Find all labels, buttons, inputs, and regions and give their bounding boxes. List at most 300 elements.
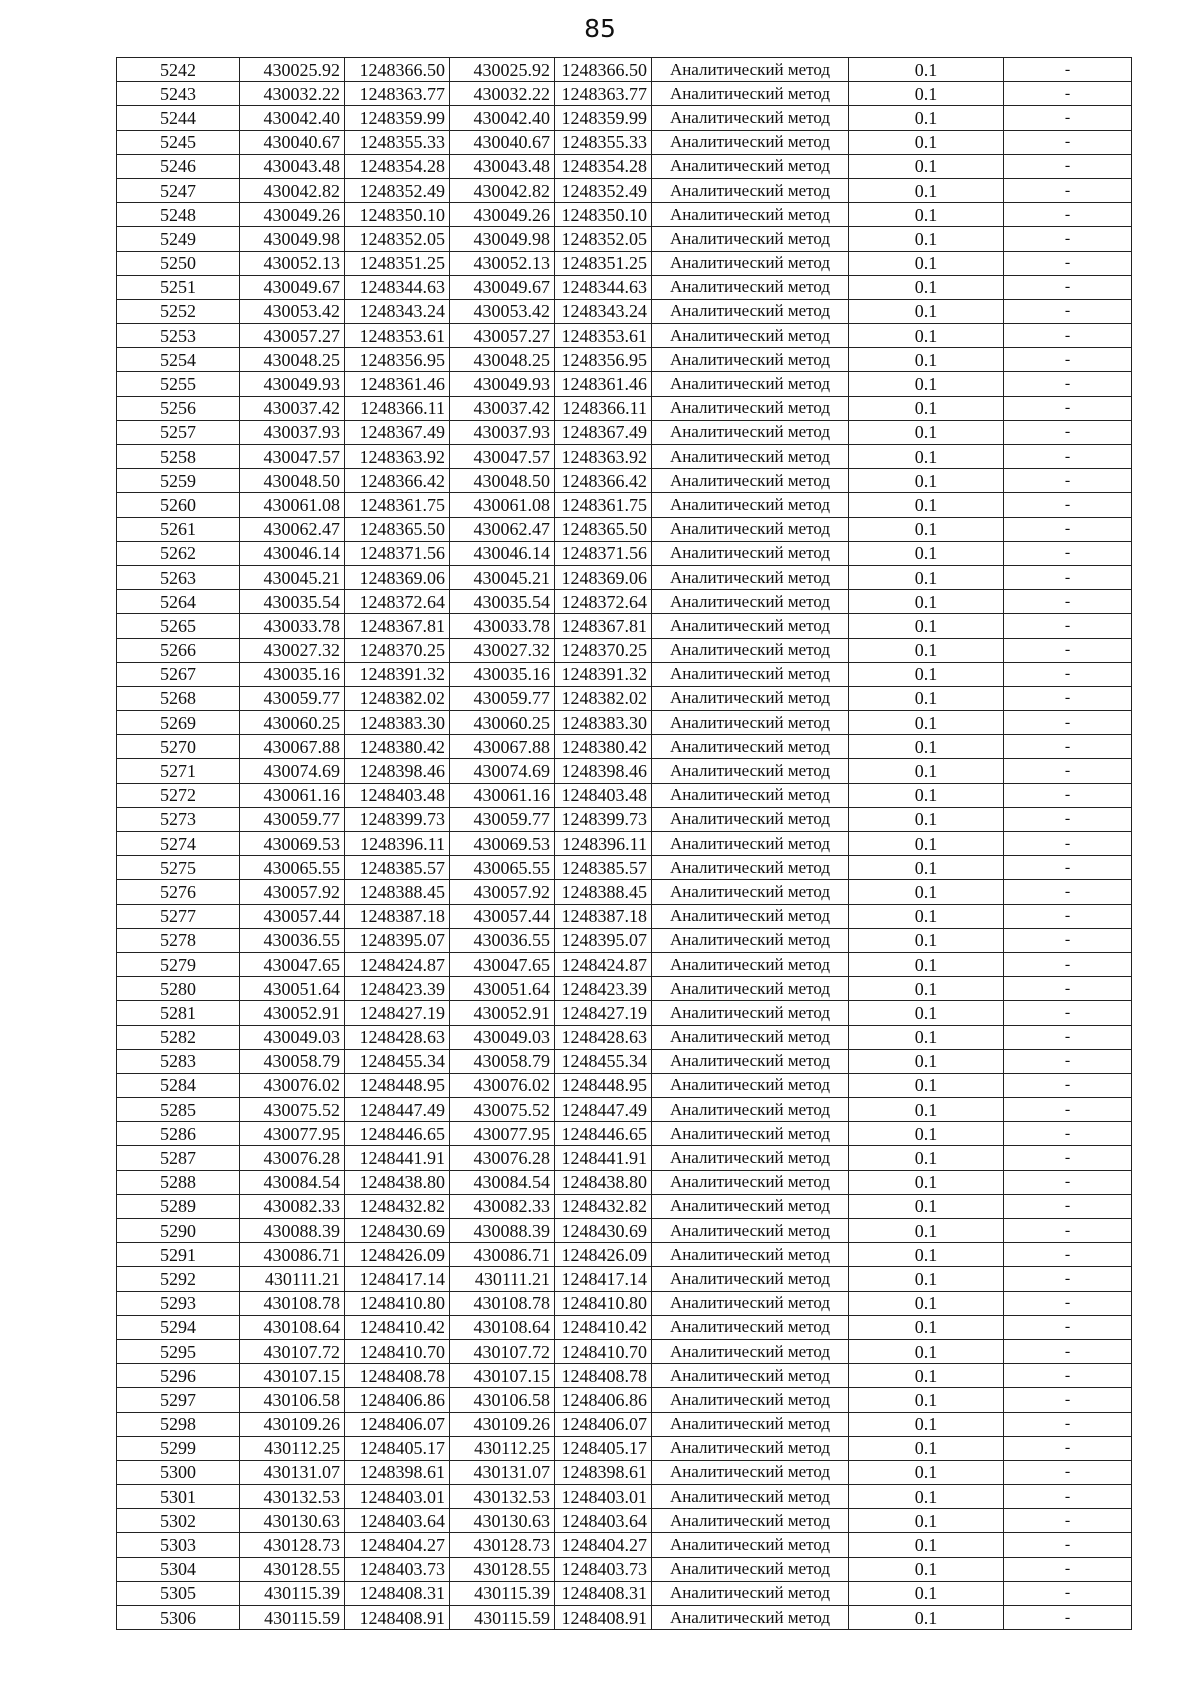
y-coordinate-copy: 1248406.07 [555,1412,652,1436]
note-cell: - [1004,178,1132,202]
point-number: 5292 [117,1267,240,1291]
y-coordinate: 1248406.07 [345,1412,450,1436]
y-coordinate: 1248380.42 [345,735,450,759]
x-coordinate-copy: 430035.16 [450,662,555,686]
x-coordinate: 430049.03 [240,1025,345,1049]
y-coordinate: 1248383.30 [345,711,450,735]
table-row [117,952,1132,976]
table-row [117,880,1132,904]
method-cell: Аналитический метод [652,82,849,106]
precision-cell: 0.1 [849,178,1004,202]
table-row [117,1606,1132,1630]
x-coordinate: 430115.39 [240,1581,345,1605]
table-row [117,1194,1132,1218]
note-cell: - [1004,711,1132,735]
method-cell: Аналитический метод [652,928,849,952]
x-coordinate: 430128.73 [240,1533,345,1557]
x-coordinate: 430115.59 [240,1606,345,1630]
method-cell: Аналитический метод [652,154,849,178]
y-coordinate-copy: 1248455.34 [555,1049,652,1073]
x-coordinate-copy: 430112.25 [450,1436,555,1460]
point-number: 5250 [117,251,240,275]
method-cell: Аналитический метод [652,396,849,420]
point-number: 5300 [117,1460,240,1484]
y-coordinate-copy: 1248405.17 [555,1436,652,1460]
note-cell: - [1004,952,1132,976]
precision-cell: 0.1 [849,686,1004,710]
table-row [117,58,1132,82]
point-number: 5280 [117,977,240,1001]
point-number: 5262 [117,541,240,565]
method-cell: Аналитический метод [652,106,849,130]
y-coordinate-copy: 1248383.30 [555,711,652,735]
x-coordinate-copy: 430107.72 [450,1339,555,1363]
x-coordinate-copy: 430043.48 [450,154,555,178]
y-coordinate-copy: 1248380.42 [555,735,652,759]
y-coordinate-copy: 1248399.73 [555,807,652,831]
x-coordinate-copy: 430035.54 [450,590,555,614]
precision-cell: 0.1 [849,1291,1004,1315]
precision-cell: 0.1 [849,565,1004,589]
precision-cell: 0.1 [849,1267,1004,1291]
y-coordinate-copy: 1248343.24 [555,299,652,323]
note-cell: - [1004,1581,1132,1605]
note-cell: - [1004,1315,1132,1339]
table-row [117,807,1132,831]
y-coordinate: 1248403.01 [345,1485,450,1509]
precision-cell: 0.1 [849,1557,1004,1581]
y-coordinate-copy: 1248356.95 [555,348,652,372]
y-coordinate: 1248369.06 [345,565,450,589]
y-coordinate-copy: 1248353.61 [555,324,652,348]
y-coordinate: 1248366.42 [345,469,450,493]
precision-cell: 0.1 [849,1364,1004,1388]
table-row [117,517,1132,541]
table-row [117,590,1132,614]
table-row [117,904,1132,928]
y-coordinate: 1248438.80 [345,1170,450,1194]
y-coordinate-copy: 1248398.46 [555,759,652,783]
point-number: 5286 [117,1122,240,1146]
note-cell: - [1004,1146,1132,1170]
x-coordinate-copy: 430053.42 [450,299,555,323]
y-coordinate-copy: 1248387.18 [555,904,652,928]
point-number: 5274 [117,832,240,856]
point-number: 5278 [117,928,240,952]
y-coordinate: 1248448.95 [345,1073,450,1097]
y-coordinate-copy: 1248366.42 [555,469,652,493]
note-cell: - [1004,1557,1132,1581]
y-coordinate-copy: 1248424.87 [555,952,652,976]
x-coordinate-copy: 430052.13 [450,251,555,275]
point-number: 5247 [117,178,240,202]
note-cell: - [1004,1485,1132,1509]
precision-cell: 0.1 [849,1219,1004,1243]
y-coordinate-copy: 1248447.49 [555,1098,652,1122]
precision-cell: 0.1 [849,396,1004,420]
method-cell: Аналитический метод [652,493,849,517]
precision-cell: 0.1 [849,856,1004,880]
x-coordinate-copy: 430051.64 [450,977,555,1001]
method-cell: Аналитический метод [652,952,849,976]
precision-cell: 0.1 [849,106,1004,130]
y-coordinate: 1248426.09 [345,1243,450,1267]
note-cell: - [1004,1388,1132,1412]
point-number: 5291 [117,1243,240,1267]
y-coordinate: 1248403.48 [345,783,450,807]
y-coordinate: 1248430.69 [345,1219,450,1243]
method-cell: Аналитический метод [652,469,849,493]
note-cell: - [1004,82,1132,106]
table-row [117,130,1132,154]
precision-cell: 0.1 [849,759,1004,783]
method-cell: Аналитический метод [652,1339,849,1363]
point-number: 5277 [117,904,240,928]
method-cell: Аналитический метод [652,1412,849,1436]
method-cell: Аналитический метод [652,1509,849,1533]
y-coordinate: 1248344.63 [345,275,450,299]
method-cell: Аналитический метод [652,1533,849,1557]
table-row [117,420,1132,444]
table-row [117,1315,1132,1339]
point-number: 5295 [117,1339,240,1363]
precision-cell: 0.1 [849,1146,1004,1170]
method-cell: Аналитический метод [652,275,849,299]
y-coordinate-copy: 1248404.27 [555,1533,652,1557]
method-cell: Аналитический метод [652,1194,849,1218]
method-cell: Аналитический метод [652,1219,849,1243]
table-row [117,1049,1132,1073]
method-cell: Аналитический метод [652,1581,849,1605]
y-coordinate: 1248361.75 [345,493,450,517]
x-coordinate: 430052.91 [240,1001,345,1025]
note-cell: - [1004,106,1132,130]
point-number: 5243 [117,82,240,106]
y-coordinate: 1248410.70 [345,1339,450,1363]
precision-cell: 0.1 [849,420,1004,444]
note-cell: - [1004,856,1132,880]
note-cell: - [1004,686,1132,710]
y-coordinate-copy: 1248410.70 [555,1339,652,1363]
table-row [117,275,1132,299]
y-coordinate: 1248424.87 [345,952,450,976]
x-coordinate: 430042.40 [240,106,345,130]
y-coordinate-copy: 1248398.61 [555,1460,652,1484]
method-cell: Аналитический метод [652,783,849,807]
method-cell: Аналитический метод [652,1436,849,1460]
table-row [117,106,1132,130]
method-cell: Аналитический метод [652,832,849,856]
y-coordinate-copy: 1248382.02 [555,686,652,710]
x-coordinate: 430033.78 [240,614,345,638]
precision-cell: 0.1 [849,735,1004,759]
point-number: 5248 [117,203,240,227]
x-coordinate-copy: 430049.93 [450,372,555,396]
point-number: 5283 [117,1049,240,1073]
y-coordinate-copy: 1248438.80 [555,1170,652,1194]
note-cell: - [1004,928,1132,952]
precision-cell: 0.1 [849,493,1004,517]
x-coordinate-copy: 430088.39 [450,1219,555,1243]
note-cell: - [1004,1291,1132,1315]
y-coordinate-copy: 1248388.45 [555,880,652,904]
precision-cell: 0.1 [849,614,1004,638]
x-coordinate: 430037.42 [240,396,345,420]
y-coordinate: 1248404.27 [345,1533,450,1557]
precision-cell: 0.1 [849,1170,1004,1194]
precision-cell: 0.1 [849,952,1004,976]
precision-cell: 0.1 [849,807,1004,831]
y-coordinate-copy: 1248361.46 [555,372,652,396]
point-number: 5253 [117,324,240,348]
x-coordinate: 430128.55 [240,1557,345,1581]
x-coordinate-copy: 430130.63 [450,1509,555,1533]
table-body [117,58,1132,1630]
point-number: 5290 [117,1219,240,1243]
method-cell: Аналитический метод [652,324,849,348]
y-coordinate: 1248352.05 [345,227,450,251]
method-cell: Аналитический метод [652,1557,849,1581]
y-coordinate: 1248355.33 [345,130,450,154]
precision-cell: 0.1 [849,1315,1004,1339]
x-coordinate-copy: 430047.57 [450,445,555,469]
x-coordinate: 430111.21 [240,1267,345,1291]
x-coordinate-copy: 430082.33 [450,1194,555,1218]
note-cell: - [1004,299,1132,323]
note-cell: - [1004,977,1132,1001]
note-cell: - [1004,1436,1132,1460]
x-coordinate: 430082.33 [240,1194,345,1218]
x-coordinate-copy: 430107.15 [450,1364,555,1388]
table-row [117,783,1132,807]
y-coordinate: 1248396.11 [345,832,450,856]
x-coordinate: 430057.27 [240,324,345,348]
x-coordinate-copy: 430042.40 [450,106,555,130]
x-coordinate: 430051.64 [240,977,345,1001]
table-row [117,324,1132,348]
note-cell: - [1004,396,1132,420]
note-cell: - [1004,1001,1132,1025]
method-cell: Аналитический метод [652,977,849,1001]
method-cell: Аналитический метод [652,904,849,928]
point-number: 5261 [117,517,240,541]
x-coordinate-copy: 430025.92 [450,58,555,82]
note-cell: - [1004,1243,1132,1267]
note-cell: - [1004,1122,1132,1146]
point-number: 5288 [117,1170,240,1194]
x-coordinate: 430048.25 [240,348,345,372]
x-coordinate-copy: 430067.88 [450,735,555,759]
point-number: 5271 [117,759,240,783]
x-coordinate-copy: 430061.16 [450,783,555,807]
precision-cell: 0.1 [849,1460,1004,1484]
note-cell: - [1004,1606,1132,1630]
note-cell: - [1004,662,1132,686]
y-coordinate: 1248391.32 [345,662,450,686]
y-coordinate: 1248408.91 [345,1606,450,1630]
note-cell: - [1004,1194,1132,1218]
x-coordinate-copy: 430032.22 [450,82,555,106]
y-coordinate-copy: 1248363.77 [555,82,652,106]
table-row [117,251,1132,275]
method-cell: Аналитический метод [652,1170,849,1194]
method-cell: Аналитический метод [652,1098,849,1122]
note-cell: - [1004,541,1132,565]
y-coordinate-copy: 1248385.57 [555,856,652,880]
precision-cell: 0.1 [849,1073,1004,1097]
precision-cell: 0.1 [849,1049,1004,1073]
x-coordinate-copy: 430084.54 [450,1170,555,1194]
y-coordinate: 1248406.86 [345,1388,450,1412]
precision-cell: 0.1 [849,154,1004,178]
y-coordinate: 1248399.73 [345,807,450,831]
method-cell: Аналитический метод [652,541,849,565]
x-coordinate-copy: 430074.69 [450,759,555,783]
y-coordinate-copy: 1248396.11 [555,832,652,856]
note-cell: - [1004,420,1132,444]
note-cell: - [1004,590,1132,614]
x-coordinate: 430053.42 [240,299,345,323]
point-number: 5273 [117,807,240,831]
y-coordinate-copy: 1248363.92 [555,445,652,469]
x-coordinate: 430037.93 [240,420,345,444]
note-cell: - [1004,565,1132,589]
y-coordinate: 1248372.64 [345,590,450,614]
y-coordinate-copy: 1248352.49 [555,178,652,202]
precision-cell: 0.1 [849,1243,1004,1267]
precision-cell: 0.1 [849,1533,1004,1557]
precision-cell: 0.1 [849,58,1004,82]
precision-cell: 0.1 [849,372,1004,396]
y-coordinate-copy: 1248366.50 [555,58,652,82]
x-coordinate-copy: 430077.95 [450,1122,555,1146]
point-number: 5282 [117,1025,240,1049]
x-coordinate: 430061.16 [240,783,345,807]
point-number: 5285 [117,1098,240,1122]
y-coordinate: 1248351.25 [345,251,450,275]
x-coordinate: 430106.58 [240,1388,345,1412]
point-number: 5279 [117,952,240,976]
method-cell: Аналитический метод [652,445,849,469]
y-coordinate: 1248403.73 [345,1557,450,1581]
table-row [117,1533,1132,1557]
precision-cell: 0.1 [849,1001,1004,1025]
note-cell: - [1004,1098,1132,1122]
y-coordinate: 1248367.81 [345,614,450,638]
method-cell: Аналитический метод [652,58,849,82]
x-coordinate: 430057.92 [240,880,345,904]
method-cell: Аналитический метод [652,1315,849,1339]
note-cell: - [1004,1460,1132,1484]
y-coordinate-copy: 1248366.11 [555,396,652,420]
y-coordinate-copy: 1248408.31 [555,1581,652,1605]
note-cell: - [1004,1364,1132,1388]
precision-cell: 0.1 [849,275,1004,299]
x-coordinate: 430057.44 [240,904,345,928]
y-coordinate-copy: 1248417.14 [555,1267,652,1291]
x-coordinate: 430075.52 [240,1098,345,1122]
table-row [117,1364,1132,1388]
method-cell: Аналитический метод [652,1001,849,1025]
point-number: 5252 [117,299,240,323]
x-coordinate: 430084.54 [240,1170,345,1194]
x-coordinate-copy: 430076.02 [450,1073,555,1097]
table-row [117,1291,1132,1315]
y-coordinate-copy: 1248423.39 [555,977,652,1001]
y-coordinate: 1248398.46 [345,759,450,783]
x-coordinate: 430047.65 [240,952,345,976]
table-row [117,928,1132,952]
precision-cell: 0.1 [849,1388,1004,1412]
note-cell: - [1004,904,1132,928]
table-row [117,1146,1132,1170]
point-number: 5267 [117,662,240,686]
note-cell: - [1004,832,1132,856]
x-coordinate: 430060.25 [240,711,345,735]
precision-cell: 0.1 [849,130,1004,154]
precision-cell: 0.1 [849,299,1004,323]
method-cell: Аналитический метод [652,807,849,831]
x-coordinate: 430107.72 [240,1339,345,1363]
table-row [117,1025,1132,1049]
y-coordinate: 1248366.11 [345,396,450,420]
x-coordinate-copy: 430036.55 [450,928,555,952]
y-coordinate: 1248405.17 [345,1436,450,1460]
y-coordinate: 1248388.45 [345,880,450,904]
note-cell: - [1004,445,1132,469]
precision-cell: 0.1 [849,517,1004,541]
table-row [117,686,1132,710]
point-number: 5289 [117,1194,240,1218]
point-number: 5269 [117,711,240,735]
point-number: 5249 [117,227,240,251]
precision-cell: 0.1 [849,1606,1004,1630]
x-coordinate-copy: 430115.59 [450,1606,555,1630]
x-coordinate: 430074.69 [240,759,345,783]
point-number: 5270 [117,735,240,759]
table-row [117,832,1132,856]
method-cell: Аналитический метод [652,662,849,686]
x-coordinate: 430108.64 [240,1315,345,1339]
note-cell: - [1004,1509,1132,1533]
x-coordinate: 430067.88 [240,735,345,759]
x-coordinate: 430112.25 [240,1436,345,1460]
method-cell: Аналитический метод [652,1049,849,1073]
y-coordinate-copy: 1248370.25 [555,638,652,662]
x-coordinate: 430040.67 [240,130,345,154]
x-coordinate: 430059.77 [240,686,345,710]
method-cell: Аналитический метод [652,178,849,202]
point-number: 5264 [117,590,240,614]
y-coordinate-copy: 1248403.01 [555,1485,652,1509]
x-coordinate-copy: 430046.14 [450,541,555,565]
y-coordinate-copy: 1248406.86 [555,1388,652,1412]
x-coordinate-copy: 430075.52 [450,1098,555,1122]
table-row [117,638,1132,662]
point-number: 5259 [117,469,240,493]
method-cell: Аналитический метод [652,856,849,880]
point-number: 5263 [117,565,240,589]
point-number: 5301 [117,1485,240,1509]
precision-cell: 0.1 [849,1122,1004,1146]
method-cell: Аналитический метод [652,203,849,227]
x-coordinate-copy: 430111.21 [450,1267,555,1291]
precision-cell: 0.1 [849,928,1004,952]
note-cell: - [1004,493,1132,517]
precision-cell: 0.1 [849,203,1004,227]
precision-cell: 0.1 [849,541,1004,565]
table-row [117,662,1132,686]
